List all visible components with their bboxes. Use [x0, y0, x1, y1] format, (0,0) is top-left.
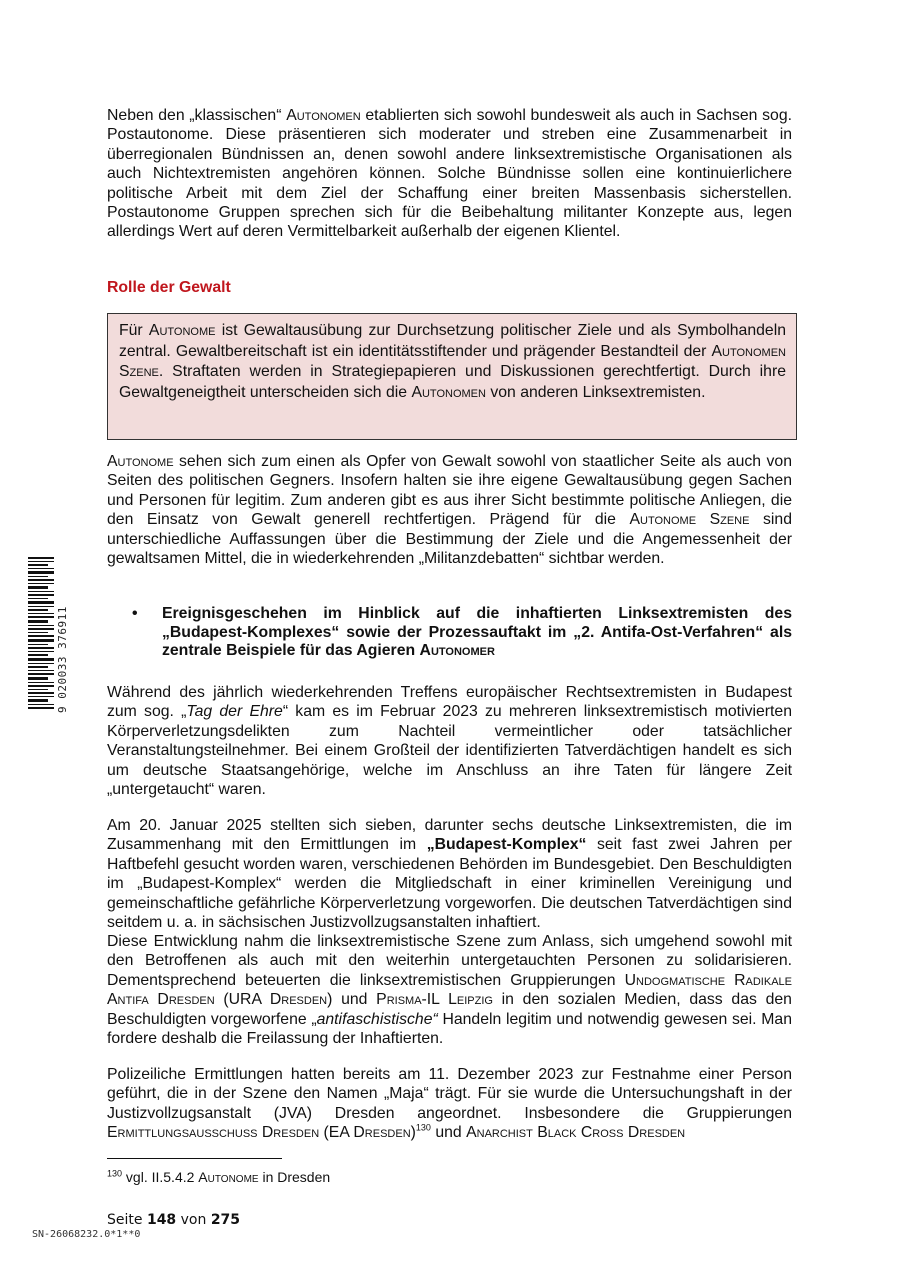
text: (URA: [214, 991, 270, 1009]
text: Am 20. Januar 2025 stellten sich sieben, darunter sechs deutsche Linksextremisten, die im Zusammenhang mit den Ermittlungen im: [107, 817, 792, 854]
text: “ kam es im Februar 2023 zu mehreren linksextremistisch motivierten Körperverletzungsdelikten zum Nachteil vermeintlicher oder tatsächlicher Veranstaltungsteilnehmer. Bei einem Großteil der identifizierten Tatverdächtigen handelt es sich um deutsche Staatsangehörige, welche im Anschluss an ihre Taten für längere Zeit „untergetaucht“ waren.: [107, 703, 792, 799]
text-smallcaps: Autonomen: [411, 383, 486, 401]
text: von anderen Linksextremisten.: [485, 383, 706, 401]
text: . Straftaten werden in Strategiepapieren und Diskussionen gerechtfertigt. Durch ihre Gewaltgeneigtheit unterscheiden sich die: [119, 363, 786, 401]
text: Handeln legitim und notwendig gewesen sei. Man fordere deshalb die Freilassung der Inhaftierten.: [107, 1010, 792, 1048]
text-smallcaps: Autonomer: [419, 642, 495, 659]
text-smallcaps: Autonome: [107, 453, 174, 470]
text: vgl. II.5.4.2: [122, 1169, 199, 1185]
text-bold: „Budapest-Komplex“: [426, 836, 587, 854]
barcode-number: 9 020033 376911: [56, 606, 69, 713]
text-smallcaps: Undogmatische Radikale Antifa Dresden: [107, 971, 792, 1009]
text: Diese Entwicklung nahm die linksextremistische Szene zum Anlass, sich umgehend sowohl mit den Betroffenen als auch mit den weiterhin untergetauchten Personen zu solidarisieren. Dementsprechend beteuerten die linksextremistischen Gruppierungen: [107, 933, 792, 989]
text-smallcaps: Ermittlungsausschuss Dresden: [107, 1124, 320, 1142]
page-number: [107, 1212, 240, 1228]
text: sehen sich zum einen als Opfer von Gewalt sowohl von staatlicher Seite als auch von Seiten des politischen Gegners. Insofern halten sie ihre eigene Gewaltausübung gegen Sachen und Personen für legitim. Zum anderen gibt es aus ihrer Sicht bestimmte politische Anliegen, die den Einsatz von Gewalt generell rechtfertigen. Prägend für die: [107, 453, 792, 529]
text-smallcaps: Autonomen: [286, 107, 361, 124]
paragraph-solidarisierung: [107, 932, 792, 1048]
text: Neben den „klassischen“: [107, 107, 287, 124]
text-smallcaps: Anarchist Black Cross Dresden: [466, 1124, 686, 1142]
bullet-text: [162, 605, 792, 661]
text-smallcaps: Autonome: [198, 1169, 259, 1185]
highlight-box: [107, 313, 797, 440]
text: Für: [119, 322, 149, 339]
text: seit fast zwei Jahren per Haftbefehl gesucht worden waren, verschiedenen Behörden im Bundesgebiet. Den Beschuldigten im „Budapest-Komplex“ werden die Mitgliedschaft in einer kriminellen Vereinigung und gemeinschaftliche gefährliche Körperverletzung vorgeworfen. Die deutschen Tatverdächtigen sind seitdem u. a. in sächsischen Justizvollzugsanstalten inhaftiert.: [107, 836, 792, 932]
box-text: [119, 321, 786, 403]
text-smallcaps: Autonome: [148, 322, 216, 339]
text: ) und: [327, 991, 377, 1009]
page-current: 148: [146, 1212, 177, 1228]
text: ist Gewaltausübung zur Durchsetzung politischer Ziele und als Symbolhandeln zentral. Gewaltbereitschaft ist ein identitätsstiftender und prägender Bestandteil der: [119, 322, 786, 360]
paragraph-postautonome: [107, 106, 792, 242]
document-id: SN-26068232.0*1**0: [32, 1229, 141, 1240]
paragraph-januar-2025: [107, 816, 792, 932]
text: in den sozialen Medien, dass das den Beschuldigten vorgeworfene „: [107, 991, 792, 1028]
paragraph-gewalt: [107, 452, 792, 568]
page-label: Seite: [107, 1212, 147, 1228]
text-smallcaps: Dresden: [353, 1124, 411, 1142]
text-smallcaps: Prisma-IL Leipzig: [376, 991, 493, 1009]
footnote-number: 130: [107, 1168, 123, 1179]
footnote: [107, 1168, 330, 1186]
text-italic: antifaschistische“: [316, 1010, 438, 1028]
text: ): [410, 1124, 416, 1142]
text: etablierten sich sowohl bundesweit als auch in Sachsen sog. Postautonome. Diese präsentieren sich moderater und streben eine Zusammenarbeit in überregionalen Bündnissen an, denen sowohl andere linksextremistische Organisationen als auch Nichtextremisten angehören können. Solche Bündnisse sollen eine kontinuierlichere politische Arbeit mit dem Ziel der Schaffung einer breiten Massenbasis sicherstellen. Postautonome Gruppen sprechen sich für die Beibehaltung militanter Konzepte aus, legen allerdings Wert auf deren Vermittelbarkeit außerhalb der eigenen Klientel.: [107, 107, 793, 241]
text-italic: Tag der Ehre: [186, 703, 283, 721]
text: in Dresden: [258, 1169, 331, 1185]
page-total: 275: [210, 1212, 241, 1228]
paragraph-budapest: [107, 683, 792, 799]
text: (EA: [319, 1124, 354, 1142]
text-smallcaps: Autonomen Szene: [119, 342, 786, 380]
text: Während des jährlich wiederkehrenden Treffens europäischer Rechtsextremisten in Budapest zum sog. „: [107, 684, 792, 721]
text: Ereignisgeschehen im Hinblick auf die inhaftierten Linksextremisten des „Budapest-Komplexes“ sowie der Prozessauftakt im „2. Antifa-Ost-Verfahren“ als zentrale Beispiele für das Agieren: [162, 605, 792, 659]
page-separator: von: [176, 1212, 211, 1228]
text: und: [430, 1124, 467, 1142]
paragraph-maja: [107, 1065, 792, 1143]
text: sind unterschiedliche Auffassungen über die Bestimmung der Ziele und die Angemessenheit der gewaltsamen Mittel, die in wiederkehrenden „Militanzdebatten“ sichtbar werden.: [107, 511, 793, 568]
text: Polizeiliche Ermittlungen hatten bereits am 11. Dezember 2023 zur Festnahme einer Person geführt, die in der Szene den Namen „Maja“ trägt. Für sie wurde die Untersuchungshaft in der Justizvollzugsanstalt (JVA) Dresden angeordnet. Insbesondere die Gruppierungen: [107, 1066, 792, 1122]
text-smallcaps: Autonome Szene: [629, 511, 750, 529]
text-smallcaps: Dresden: [269, 991, 328, 1009]
footnote-reference[interactable]: 130: [415, 1122, 431, 1133]
footnote-divider: [107, 1158, 282, 1159]
bullet-icon: •: [132, 605, 138, 622]
section-heading: Rolle der Gewalt: [107, 279, 231, 296]
